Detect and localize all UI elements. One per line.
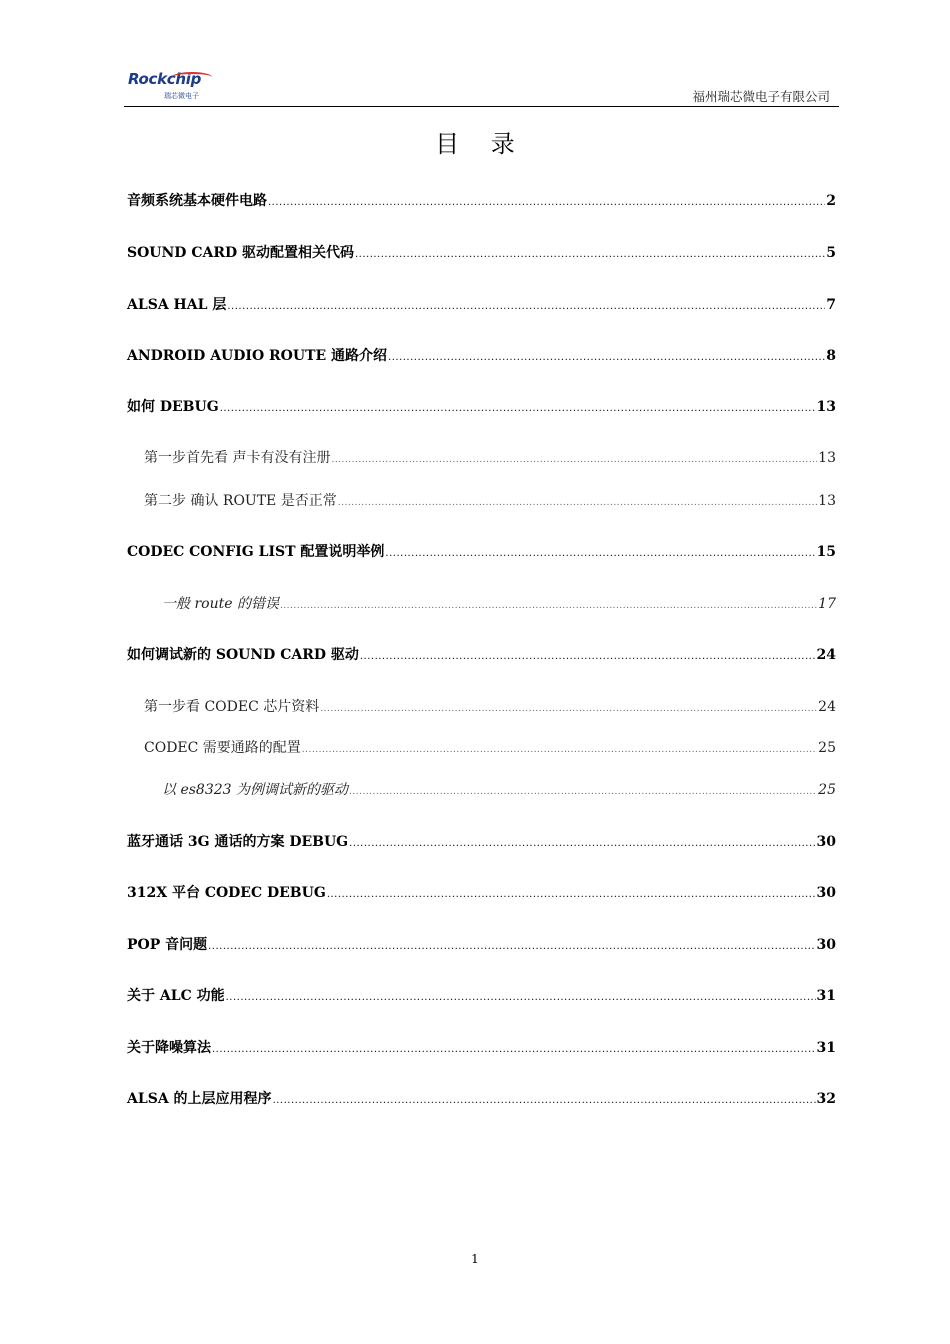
toc-entry-page: 30 [816, 834, 836, 850]
toc-dot-leader [268, 197, 825, 208]
toc-dot-leader [388, 352, 825, 363]
toc-entry[interactable] [127, 985, 836, 1005]
toc-entry-page: 7 [826, 297, 836, 313]
toc-entry-page: 13 [818, 493, 836, 509]
toc-entry[interactable] [127, 541, 836, 561]
toc-entry[interactable] [127, 779, 836, 799]
toc-entry-page: 13 [818, 450, 836, 466]
toc-entry-label: ALSA 的上层应用程序 [127, 1091, 272, 1107]
toc-dot-leader [338, 498, 817, 508]
toc-entry-label: 312X 平台 CODEC DEBUG [127, 885, 326, 901]
toc-entry-page: 8 [826, 348, 836, 364]
toc-entry-page: 31 [816, 988, 836, 1004]
toc-entry-label: SOUND CARD 驱动配置相关代码 [127, 245, 354, 261]
toc-entry[interactable] [127, 644, 836, 664]
toc-entry-page: 2 [826, 193, 836, 209]
toc-dot-leader [320, 704, 817, 714]
page-number: 1 [471, 1252, 479, 1266]
toc-entry-label: CODEC CONFIG LIST 配置说明举例 [127, 544, 385, 560]
toc-entry-page: 13 [816, 399, 836, 415]
toc-entry-label: CODEC 需要通路的配置 [144, 740, 301, 756]
toc-entry-page: 31 [816, 1040, 836, 1056]
toc-entry-label: 第一步看 CODEC 芯片资料 [144, 699, 320, 715]
toc-entry-label: POP 音问题 [127, 937, 208, 953]
toc-entry-label: ANDROID AUDIO ROUTE 通路介绍 [127, 348, 388, 364]
toc-dot-leader [302, 745, 817, 755]
toc-dot-leader [355, 249, 825, 260]
toc-entry-page: 25 [818, 740, 836, 756]
toc-dot-leader [280, 601, 817, 611]
toc-entry-label: 如何调试新的 SOUND CARD 驱动 [127, 647, 359, 663]
toc-entry-page: 32 [816, 1091, 836, 1107]
toc-entry-page: 17 [818, 596, 836, 612]
toc-entry[interactable] [127, 593, 836, 613]
toc-entry[interactable] [127, 696, 836, 716]
toc-entry-page: 30 [816, 937, 836, 953]
page-header [124, 70, 839, 107]
toc-dot-leader [208, 941, 815, 952]
logo-wordmark: Rockchip [128, 70, 202, 88]
toc-entry-label: ALSA HAL 层 [127, 297, 227, 313]
toc-entry-page: 24 [818, 699, 836, 715]
toc-entry[interactable] [127, 737, 836, 757]
toc-entry[interactable] [127, 396, 836, 416]
toc-dot-leader [227, 301, 825, 312]
toc-entry[interactable] [127, 1037, 836, 1057]
toc-dot-leader [349, 787, 817, 797]
toc-entry-label: 关于降噪算法 [127, 1040, 211, 1056]
toc-entry[interactable] [127, 294, 836, 314]
toc-entry-page: 5 [826, 245, 836, 261]
toc-entry-label: 以 es8323 为例调试新的驱动 [162, 782, 348, 798]
toc-entry-label: 音频系统基本硬件电路 [127, 193, 267, 209]
toc-dot-leader [273, 1095, 816, 1106]
page-title: 目 录 [435, 130, 527, 158]
toc-entry[interactable] [127, 490, 836, 510]
toc-dot-leader [331, 455, 817, 465]
toc-entry[interactable] [127, 242, 836, 262]
toc-entry[interactable] [127, 345, 836, 365]
toc-entry-label: 一般 route 的错误 [162, 596, 279, 612]
toc-entry-page: 25 [818, 782, 836, 798]
toc-entry[interactable] [127, 1088, 836, 1108]
logo-subtext: 瑞芯微电子 [164, 92, 199, 100]
toc-dot-leader [349, 838, 815, 849]
toc-entry[interactable] [127, 447, 836, 467]
logo-swoosh-icon [172, 72, 212, 82]
rockchip-logo [128, 70, 218, 100]
toc-dot-leader [360, 651, 816, 662]
toc-entry-label: 如何 DEBUG [127, 399, 219, 415]
toc-entry-label: 关于 ALC 功能 [127, 988, 225, 1004]
toc-dot-leader [327, 889, 816, 900]
toc-dot-leader [226, 992, 816, 1003]
toc-entry[interactable] [127, 882, 836, 902]
company-name: 福州瑞芯微电子有限公司 [692, 89, 830, 104]
toc-entry-label: 第一步首先看 声卡有没有注册 [144, 450, 331, 466]
toc-entry-label: 蓝牙通话 3G 通话的方案 DEBUG [127, 834, 349, 850]
toc-entry-page: 30 [816, 885, 836, 901]
toc-entry-page: 15 [816, 544, 836, 560]
toc-entry[interactable] [127, 831, 836, 851]
toc-entry[interactable] [127, 934, 836, 954]
toc-entry-label: 第二步 确认 ROUTE 是否正常 [144, 493, 337, 509]
toc-dot-leader [212, 1044, 816, 1055]
toc-entry[interactable] [127, 190, 836, 210]
toc-dot-leader [385, 548, 815, 559]
toc-dot-leader [220, 403, 816, 414]
toc-entry-page: 24 [816, 647, 836, 663]
